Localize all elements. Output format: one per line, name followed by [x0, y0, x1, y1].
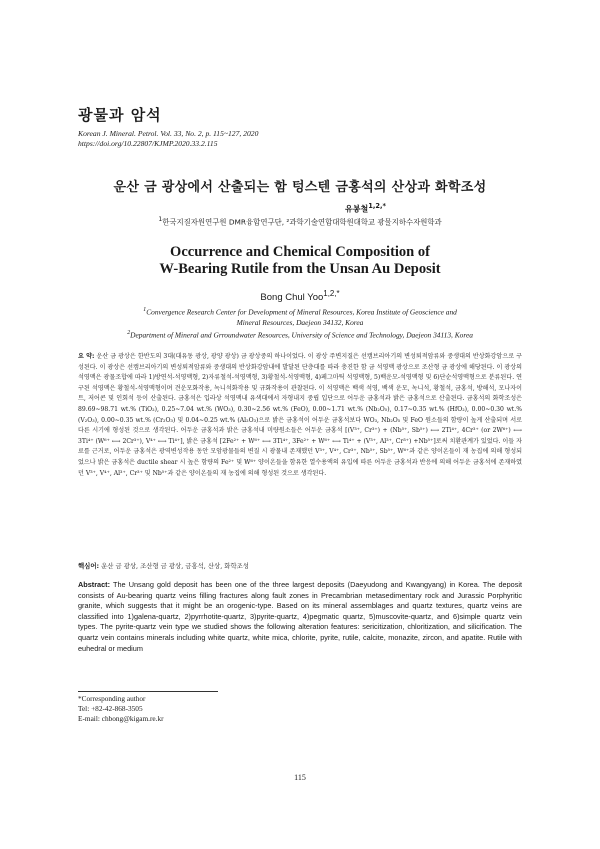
- journal-meta: [78, 129, 538, 149]
- english-author-sup: 1,2,*: [323, 289, 340, 298]
- korean-keywords: [78, 561, 522, 571]
- english-affiliation: [70, 305, 530, 341]
- affil1-line-2: Mineral Resources, Daejeon 34132, Korea: [236, 317, 364, 327]
- journal-citation: Korean J. Mineral. Petrol. Vol. 33, No. 2, p. 115~127, 2020: [78, 129, 259, 138]
- korean-author-sup: 1,2,*: [368, 202, 386, 210]
- footnote: [78, 694, 164, 723]
- journal-name: 광물과 암석: [78, 106, 162, 124]
- korean-affiliation-text: 한국지질자원연구원 DMR융합연구단, ²과학기술연합대학원대학교 광물지하수자원학과: [162, 217, 442, 227]
- affil1-sup: 1: [143, 307, 147, 313]
- english-title-line-2: W-Bearing Rutile from the Unsan Au Deposit: [159, 261, 441, 277]
- korean-keywords-label: 핵심어:: [78, 562, 100, 570]
- english-author-name: Bong Chul Yoo: [260, 292, 324, 304]
- english-abstract-text: The Unsang gold deposit has been one of the three largest deposits (Daeyudong and Kwangyang) in Korea. The deposit consists of Au-bearing quartz veins filling fractures along fault zones in Precambrian metasedimentary rock and Jurassic Porphyritic granite, which suggests that it might be an orogenic-type. Based on its mineral assemblages and quartz textures, quartz veins are classified into 1)galena-quartz, 2)pyrrhotite-quartz, 3)pyrite-quartz, 4)pegmatic quartz, 5)muscovite-quartz, and 6)simple quartz vein types. The pyrite-quartz vein type we studied shows the following alteration features: sericitization, chloritization, and silicification. The quartz vein contains minerals including white quartz, white mica, chlorite, pyrite, rutile, calcite, monazite, zircon, and apatite. Rutile with euhedral or medium: [78, 580, 523, 653]
- korean-affiliation-sup: 1: [158, 216, 163, 223]
- english-title-line-1: Occurrence and Chemical Composition of: [170, 244, 430, 260]
- journal-doi[interactable]: https://doi.org/10.22807/KJMP.2020.33.2.115: [78, 139, 218, 148]
- korean-abstract: [78, 352, 522, 479]
- english-title: [0, 244, 600, 278]
- affil2-sup: 2: [127, 330, 131, 337]
- korean-author: [345, 202, 386, 215]
- affil2-text: Department of Mineral and Grroundwater Resources, University of Science and Technology, Daejeon 34113, Korea: [130, 330, 473, 340]
- footnote-corresponding: *Corresponding author: [78, 694, 146, 703]
- korean-abstract-label: 요 약:: [78, 353, 95, 360]
- footnote-email[interactable]: E-mail: chbong@kigam.re.kr: [78, 713, 164, 723]
- english-abstract-label: Abstract:: [78, 580, 111, 589]
- english-abstract: [78, 580, 522, 654]
- korean-affiliation: [0, 216, 600, 227]
- korean-keywords-text: 운산 금 광상, 조산형 금 광상, 금홍석, 산상, 화학조성: [101, 562, 249, 570]
- korean-author-name: 유봉철: [345, 204, 369, 214]
- english-affiliation-1: [70, 305, 530, 318]
- korean-abstract-text: 운산 금 광상은 한반도의 3대(대유동 광상, 광양 광상) 금 광상중의 하나이었다. 이 광상 주변지질은 선캠브리아기의 변성퇴적암류와 중생대의 반상화강암으로 구성된다. 이 광상은 선캠브리아기의 변성퇴적암류와 중생대의 반상화강암내에 발달된 단층대를 따라 충진한 함 금 석영맥 광상으로 조산형 금 광상에 해당된다. 이 광상의 석영맥은 광물조합에 따라 1)방연석-석영맥형, 2)자류철석-석영맥형, 3)황철석-석영맥형, 4)페그마틱 석영맥형, 5)백운모-석영맥형 및 6)단순석영맥형으로 분류된다. 연구된 석영맥은 황철석-석영맥형이며 견운모화작용, 녹니석화작용 및 규화작용이 관찰된다. 이 석영맥은 백색 석영, 백색 운모, 녹니석, 황철석, 금홍석, 방해석, 모나자이트, 저어콘 및 인회석 등이 산출된다. 금홍석은 입라상 석영맥내 유색대에서 자형내지 중립 입단으로 어두운 금홍석과 밝은 금홍석으로 산출된다. 금홍석의 화학조성은 89.69~98.71 wt.% (TiO₂), 0.25~7.04 wt.% (WO₃), 0.30~2.56 wt.% (FeO), 0.00~1.71 wt.% (Nb₂O₅), 0.17~0.35 wt.% (HfO₂), 0.00~0.30 wt.% (V₂O₃), 0.00~0.35 wt.% (Cr₂O₃) 및 0.04~0.25 wt.% (Al₂O₃)으로 밝은 금홍석이 어두운 금홍석보다 WO₃, Nb₂O₅ 및 FeO 원소들의 함량이 높게 산출되며 서로 다른 시기에 형성된 것으로 생각된다. 어두운 금홍석과 밝은 금홍석내 미량원소들은 어두운 금홍석 [(V³⁺, Cr³⁺) + (Nb⁵⁺, Sb⁵⁺) ⟷ 2Ti⁴⁺, 4Cr³⁺ (or 2W⁶⁺) ⟷ 3Ti⁴⁺ (W⁶⁺ ⟷ 2Cr³⁺), V⁴⁺ ⟷ Ti⁴⁺], 밝은 금홍석 [2Fe²⁺ + W⁶⁺ ⟷ 3Ti⁴⁺, 3Fe²⁺ + W⁶⁺ ⟷ Ti⁴⁺ + (V³⁺, Al³⁺, Cr³⁺) +Nb⁵⁺]로써 치환관계가 있었다. 이들 자료를 근거로, 어두운 금홍석은 광역변성작용 동안 모암광물들의 변질 시 광물내 존재했던 V³⁺, V⁴⁺, Cr³⁺, Nb⁵⁺, Sb⁵⁺, W⁶⁺과 같은 양이온들이 재 농집에 의해 형성되었으나 밝은 금홍석은 ductile shear 시 높은 함량의 Fe²⁺ 및 W⁶⁺ 양이온들을 함유한 열수용액의 유입에 따른 어두운 금홍석과 반응에 의해 어두운 금홍석에 존재하였던 V³⁺, V⁴⁺, Al³⁺, Cr³⁺ 및 Nb⁵⁺과 같은 양이온들의 재 농집에 의해 형성된 것으로 생각된다.: [78, 353, 522, 477]
- page-number: 115: [294, 773, 306, 782]
- affil1-line-1: Convergence Research Center for Development of Mineral Resources, Korea Institute of Geoscience and: [146, 307, 457, 317]
- footnote-tel: Tel: +82-42-868-3505: [78, 703, 143, 713]
- english-affiliation-2: [70, 328, 530, 341]
- korean-title: 운산 금 광상에서 산출되는 함 텅스텐 금홍석의 산상과 화학조성: [113, 180, 487, 195]
- footnote-divider: [78, 691, 218, 692]
- english-author: [0, 289, 600, 303]
